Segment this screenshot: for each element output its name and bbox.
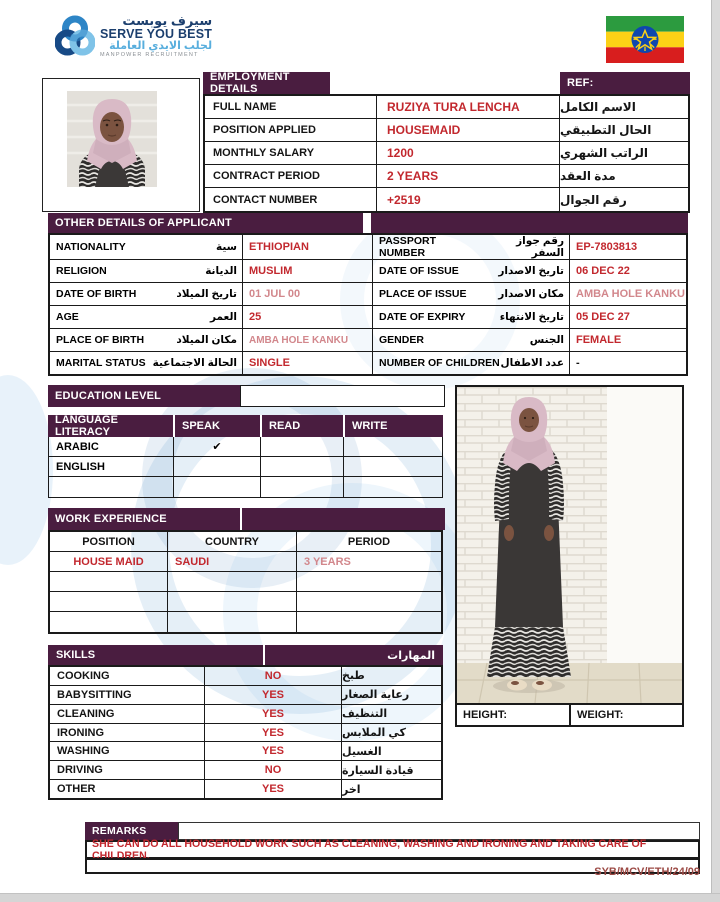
field-value: MUSLIM xyxy=(243,260,373,282)
field-label-arabic: رقم الجوال xyxy=(560,192,627,207)
field-label: POSITION APPLIED xyxy=(205,119,377,141)
field-value: RUZIYA TURA LENCHA xyxy=(377,96,560,118)
other-details-title: OTHER DETAILS OF APPLICANT xyxy=(48,213,363,233)
field-value: +2519 xyxy=(377,188,560,211)
employment-table xyxy=(203,72,690,213)
country-cell: SAUDI xyxy=(168,552,297,571)
language-header-row xyxy=(48,415,443,437)
field-label-arabic: العمر xyxy=(209,311,237,323)
divider xyxy=(263,645,265,665)
remarks-text-box xyxy=(85,837,700,862)
field-label-arabic: سية xyxy=(216,241,237,253)
table-row xyxy=(50,705,441,724)
skills-table xyxy=(48,645,443,800)
field-label: MARITAL STATUS xyxy=(56,357,146,369)
table-row xyxy=(50,742,441,761)
read-cell xyxy=(261,437,344,456)
read-cell xyxy=(261,457,344,476)
period-cell xyxy=(297,572,441,591)
field-label-arabic: تاريخ الانتهاء xyxy=(499,311,564,323)
education-value-box xyxy=(240,385,445,407)
physique-row xyxy=(457,703,682,725)
ethiopia-flag-icon xyxy=(606,16,684,63)
skill-value: YES xyxy=(205,705,342,723)
skill-label: OTHER xyxy=(50,780,205,798)
language-rows xyxy=(48,437,443,498)
remarks-title: REMARKS xyxy=(85,822,178,840)
weight-label: WEIGHT: xyxy=(577,709,624,721)
document-code: SYB/MCV/ETH/24/09 xyxy=(594,866,700,878)
field-label-arabic: الجنس xyxy=(529,334,564,346)
table-row xyxy=(205,188,688,211)
logo-tagline: MANPOWER RECRUITMENT xyxy=(100,52,199,59)
field-value: SINGLE xyxy=(243,352,373,374)
table-row xyxy=(50,352,686,374)
country-cell xyxy=(168,592,297,611)
field-label: PLACE OF ISSUE xyxy=(379,288,467,300)
field-label: DATE OF ISSUE xyxy=(379,265,459,277)
table-row xyxy=(50,612,441,632)
field-label-arabic: رقم جواز السفر xyxy=(516,235,564,259)
other-details-table xyxy=(48,213,688,376)
field-label: NATIONALITY xyxy=(56,241,126,253)
field-label-arabic: عدد الاطفال xyxy=(500,357,564,369)
write-cell xyxy=(344,457,442,476)
field-label: AGE xyxy=(56,311,79,323)
field-label-arabic: تاريخ الميلاد xyxy=(176,288,237,300)
skill-label-arabic: طبخ xyxy=(342,670,365,683)
field-label: CONTRACT PERIOD xyxy=(205,165,377,187)
table-row xyxy=(50,329,686,352)
divider xyxy=(240,508,242,530)
applicant-fullbody-photo xyxy=(457,387,682,703)
column-header: PERIOD xyxy=(347,535,391,548)
field-label: DATE OF EXPIRY xyxy=(379,311,466,323)
table-row xyxy=(205,142,688,165)
work-experience-table xyxy=(48,530,443,634)
language-name: ENGLISH xyxy=(49,457,174,476)
field-value: HOUSEMAID xyxy=(377,119,560,141)
field-value: 25 xyxy=(243,306,373,328)
skill-label: BABYSITTING xyxy=(50,686,205,704)
column-header: POSITION xyxy=(50,532,168,551)
skill-value: NO xyxy=(205,761,342,779)
language-name xyxy=(49,477,174,497)
field-label-arabic: مكان الاصدار xyxy=(498,288,564,300)
skill-label: DRIVING xyxy=(50,761,205,779)
field-label-arabic: تاريخ الاصدار xyxy=(498,265,564,277)
skill-value: YES xyxy=(205,686,342,704)
field-value: 06 DEC 22 xyxy=(576,265,630,277)
field-label: GENDER xyxy=(379,334,424,346)
applicant-headshot-photo xyxy=(67,91,157,187)
field-label: FULL NAME xyxy=(205,96,377,118)
write-cell xyxy=(344,437,442,456)
field-label-arabic: الراتب الشهري xyxy=(560,146,648,160)
field-label-arabic: مدة العقد xyxy=(560,169,616,183)
headshot-photo-box xyxy=(42,78,200,212)
skill-value: NO xyxy=(205,667,342,685)
skill-label-arabic: اخر xyxy=(342,783,361,796)
field-label: PASSPORT NUMBER xyxy=(379,235,436,259)
field-label: CONTACT NUMBER xyxy=(205,188,377,211)
work-experience-title xyxy=(48,508,445,530)
column-header: READ xyxy=(260,415,343,437)
table-row xyxy=(50,592,441,612)
country-cell xyxy=(168,612,297,632)
skill-label: IRONING xyxy=(50,724,205,742)
table-row xyxy=(49,477,442,497)
field-value: EP-7803813 xyxy=(576,241,638,253)
period-cell xyxy=(297,592,441,611)
column-header: SPEAK xyxy=(173,415,260,437)
checkmark-icon: ✔ xyxy=(174,437,261,456)
logo-arabic-name: سيرف يوبست xyxy=(122,13,213,28)
table-row xyxy=(50,686,441,705)
table-row xyxy=(49,457,442,477)
table-row xyxy=(50,780,441,798)
logo-english-name: SERVE YOU BEST xyxy=(100,26,213,41)
field-value: FEMALE xyxy=(576,334,622,346)
skill-label-arabic: التنظيف xyxy=(342,708,388,721)
work-experience-header-row xyxy=(50,532,441,552)
table-row xyxy=(205,96,688,119)
column-header: WRITE xyxy=(343,415,443,437)
employment-title: EMPLOYMENT DETAILS xyxy=(203,72,330,94)
skill-label: CLEANING xyxy=(50,705,205,723)
field-label: RELIGION xyxy=(56,265,107,277)
table-row xyxy=(50,552,441,572)
language-table xyxy=(48,415,443,498)
period-cell xyxy=(297,612,441,632)
table-row xyxy=(50,306,686,329)
fullbody-photo-box xyxy=(455,385,684,727)
skills-title-arabic: المهارات xyxy=(387,649,435,662)
field-label: MONTHLY SALARY xyxy=(205,142,377,164)
speak-cell xyxy=(174,457,261,476)
field-label-arabic: الاسم الكامل xyxy=(560,100,636,114)
height-label: HEIGHT: xyxy=(457,705,571,725)
skill-label-arabic: كي الملابس xyxy=(342,727,406,739)
field-value: ETHIOPIAN xyxy=(243,235,373,259)
skill-value: YES xyxy=(205,742,342,760)
skill-label: COOKING xyxy=(50,667,205,685)
skill-label-arabic: قيادة السيارة xyxy=(342,764,414,777)
skill-label: WASHING xyxy=(50,742,205,760)
table-row xyxy=(50,572,441,592)
position-cell: HOUSE MAID xyxy=(50,552,168,571)
position-cell xyxy=(50,612,168,632)
table-row xyxy=(50,761,441,780)
other-details-title-right xyxy=(371,213,688,233)
position-cell xyxy=(50,592,168,611)
table-row xyxy=(50,235,686,260)
table-row xyxy=(50,260,686,283)
page-edge-right xyxy=(711,0,720,902)
country-cell xyxy=(168,572,297,591)
table-row xyxy=(50,667,441,686)
field-value: - xyxy=(576,357,580,369)
table-row xyxy=(49,437,442,457)
skills-rows xyxy=(48,665,443,800)
field-label-arabic: الحالة الاجتماعية xyxy=(152,357,237,369)
company-logo-icon xyxy=(55,14,95,60)
table-row xyxy=(205,119,688,142)
field-label-arabic: الديانة xyxy=(205,265,237,277)
remarks-text: SHE CAN DO ALL HOUSEHOLD WORK SUCH AS CLEANING, WASHING AND IRONING AND TAKING CARE OF CHILDREN. xyxy=(92,837,647,862)
field-value: 2 YEARS xyxy=(377,165,560,187)
skills-header xyxy=(48,645,443,665)
field-value: AMBA HOLE KANKU xyxy=(243,329,373,351)
logo-arabic-tagline: لجلب الايدي العاملة xyxy=(109,39,213,52)
skill-value: YES xyxy=(205,724,342,742)
field-label: NUMBER OF CHILDREN xyxy=(379,357,500,369)
other-details-rows xyxy=(48,233,688,376)
skill-label-arabic: الغسيل xyxy=(342,745,382,758)
table-row xyxy=(205,165,688,188)
field-label: DATE OF BIRTH xyxy=(56,288,137,300)
field-value: 1200 xyxy=(377,142,560,164)
table-row xyxy=(50,283,686,306)
skill-value: YES xyxy=(205,780,342,798)
field-label: PLACE OF BIRTH xyxy=(56,334,145,346)
column-header: LANGUAGE LITERACY xyxy=(55,414,118,438)
company-logo xyxy=(55,14,212,60)
period-cell: 3 YEARS xyxy=(304,555,351,568)
employment-ref-cell: REF: xyxy=(560,72,690,94)
field-value: 05 DEC 27 xyxy=(576,311,630,323)
field-value: AMBA HOLE KANKU xyxy=(576,288,685,300)
section-title-text: WORK EXPERIENCE xyxy=(55,513,167,525)
position-cell xyxy=(50,572,168,591)
language-name: ARABIC xyxy=(49,437,174,456)
speak-cell xyxy=(174,477,261,497)
column-header: COUNTRY xyxy=(168,532,297,551)
skills-title: SKILLS xyxy=(56,649,96,661)
skill-label-arabic: رعاية الصغار xyxy=(342,689,410,702)
education-title: EDUCATION LEVEL xyxy=(48,385,240,407)
field-value: 01 JUL 00 xyxy=(243,283,373,305)
field-label-arabic: الحال التطبيقي xyxy=(560,123,652,137)
write-cell xyxy=(344,477,442,497)
employment-rows xyxy=(203,94,690,213)
table-row xyxy=(50,724,441,743)
field-label-arabic: مكان الميلاد xyxy=(176,334,237,346)
read-cell xyxy=(261,477,344,497)
page-edge-bottom xyxy=(0,893,720,902)
